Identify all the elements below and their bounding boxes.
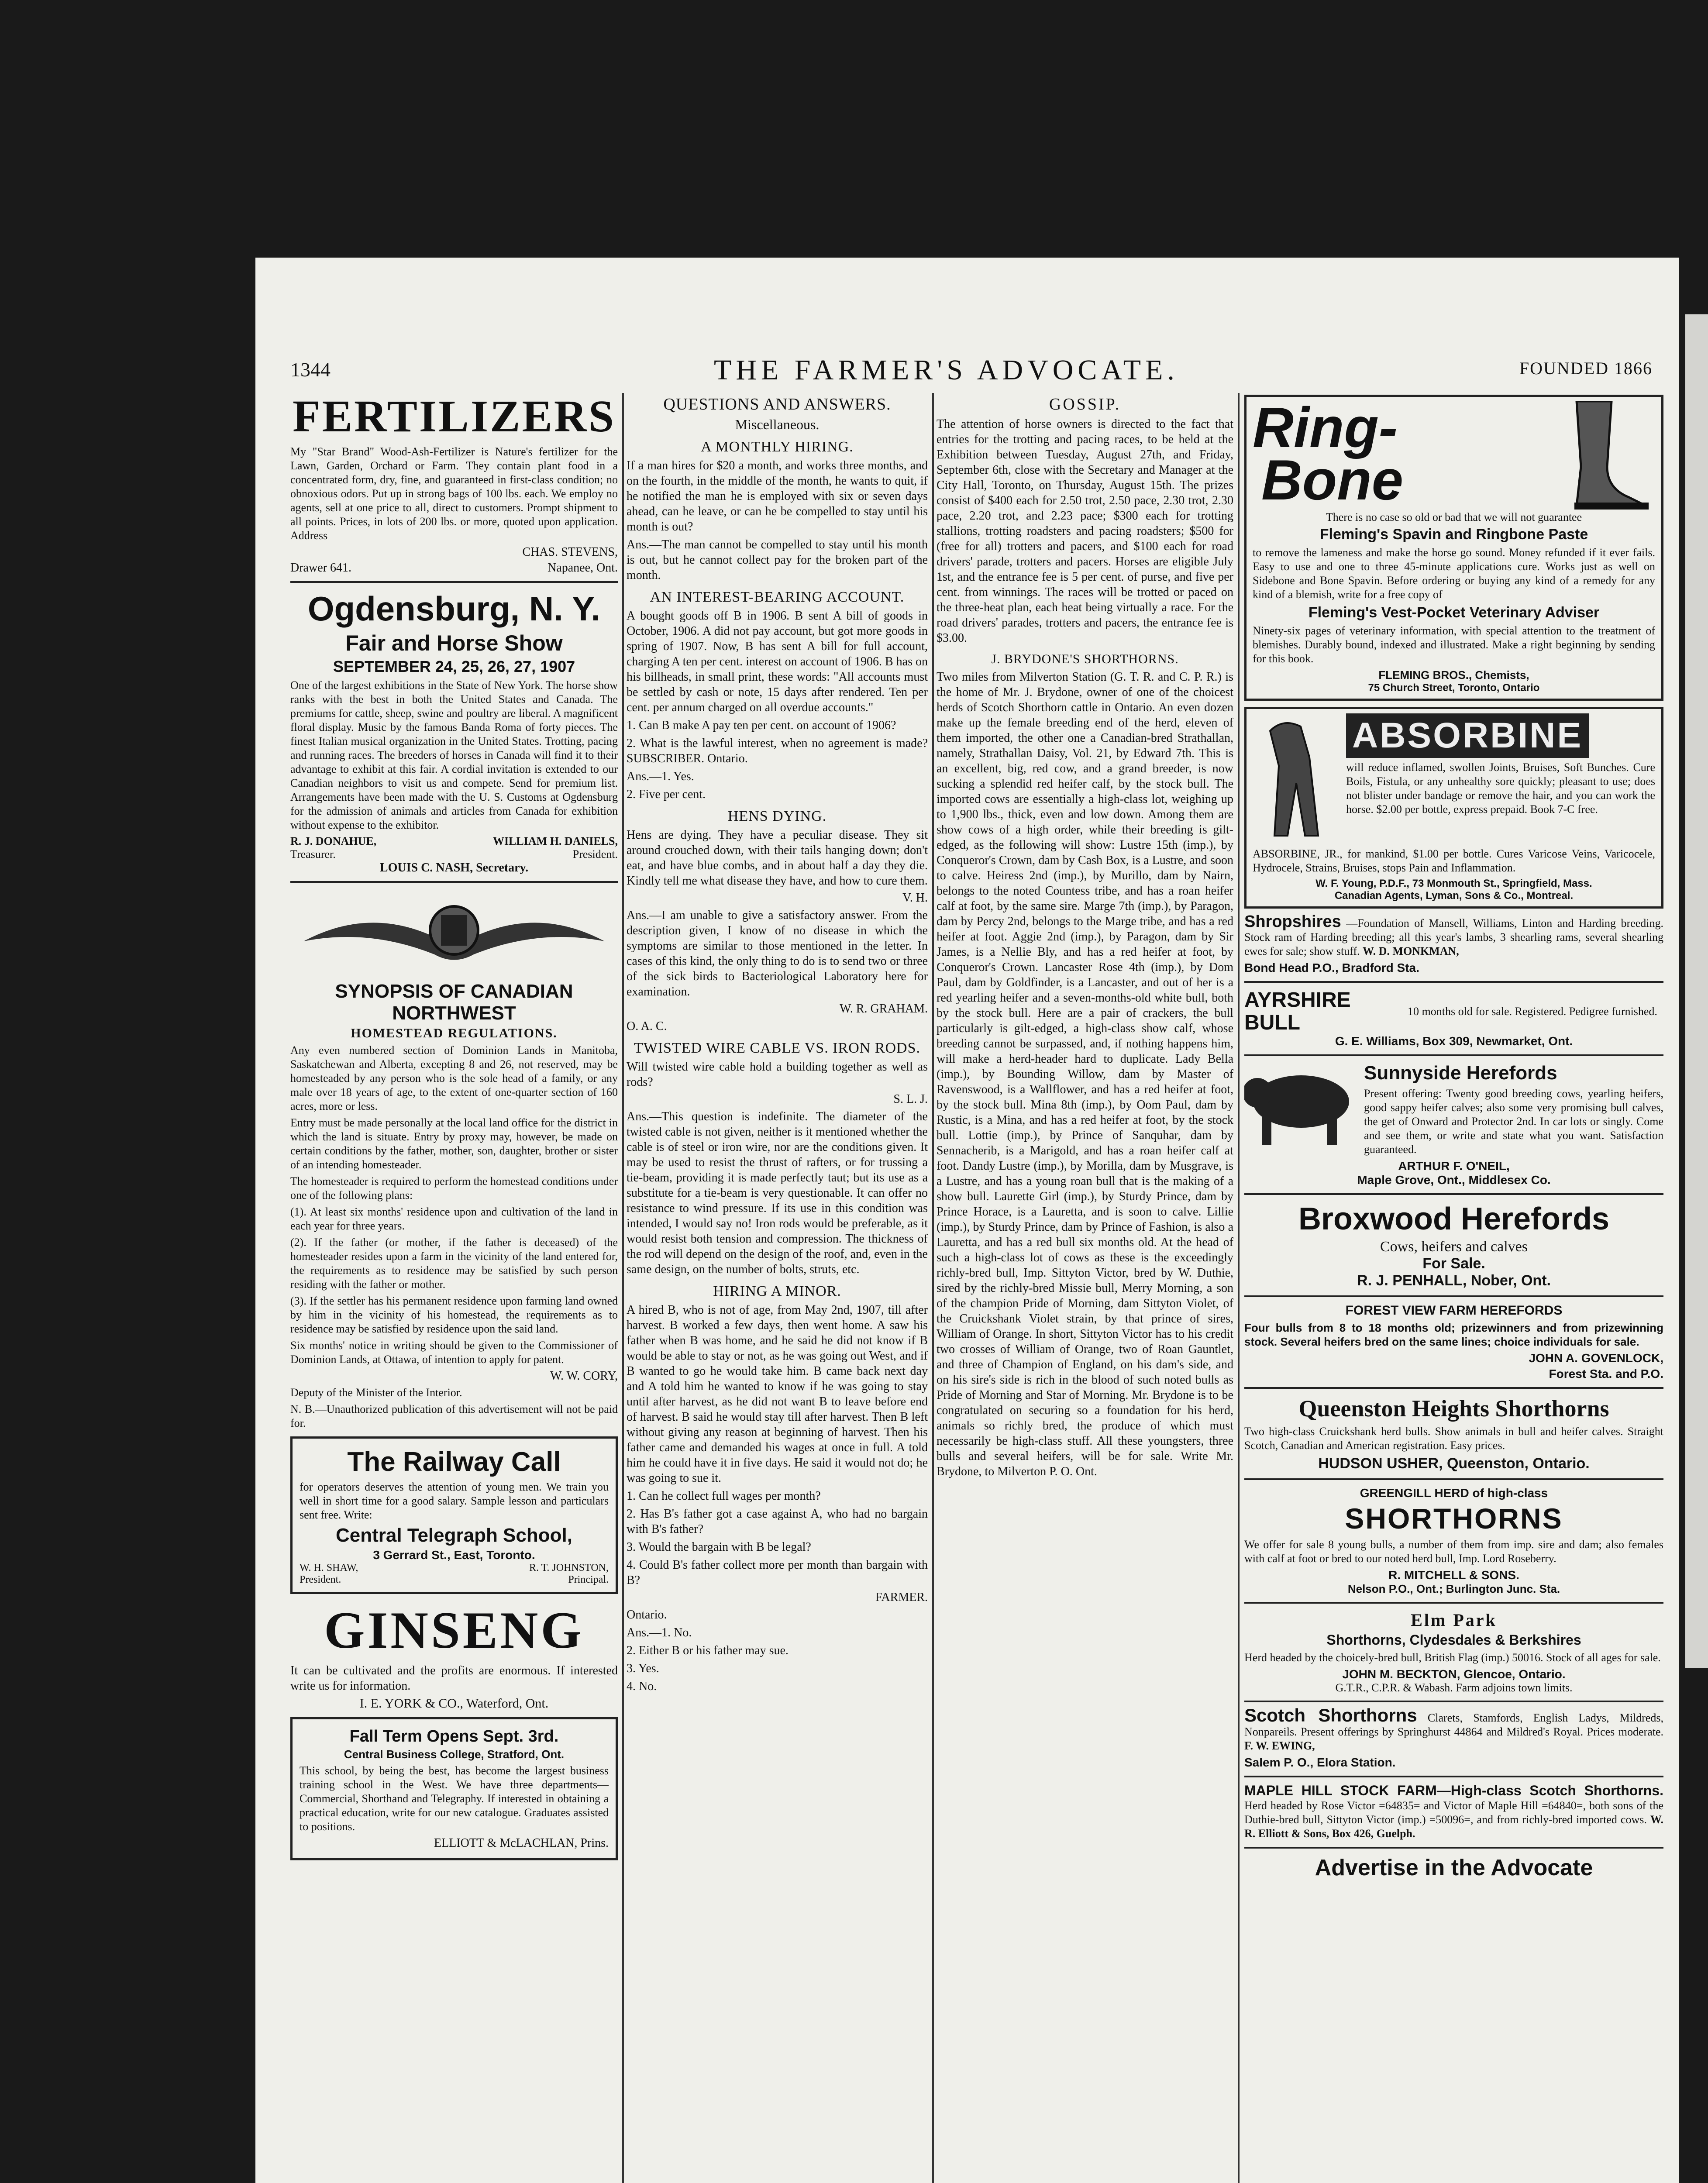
synopsis-title: SYNOPSIS OF CANADIAN NORTHWEST — [335, 981, 573, 1024]
ayrshire-body: 10 months old for sale. Registered. Pedigree furnished. — [1408, 1005, 1657, 1018]
hiring-minor-heading: HIRING A MINOR. — [713, 1283, 841, 1299]
divider — [1244, 1193, 1663, 1195]
page-number: 1344 — [290, 358, 331, 381]
ginseng-body: It can be cultivated and the profits are enormous. If interested write us for information. — [290, 1664, 618, 1693]
hiring-minor-q1: 1. Can he collect full wages per month? — [627, 1489, 821, 1503]
sunnyside-address: Maple Grove, Ont., Middlesex Co. — [1357, 1173, 1551, 1187]
hiring-minor-q2: 2. Has B's father got a case against A, who had no bargain with B's father? — [627, 1507, 928, 1536]
masthead-title: THE FARMER'S ADVOCATE. — [714, 354, 1179, 386]
broxwood-name: R. J. PENHALL, Nober, Ont. — [1357, 1272, 1551, 1289]
page-header — [255, 349, 1679, 393]
synopsis-p5: (2). If the father (or mother, if the father is deceased) of the homesteader resides upon a farm in the vicinity of the land entered for, the requirements as to residence may be satisfied by such person residing with the father or mother. — [290, 1236, 618, 1291]
ringbone-book: Fleming's Vest-Pocket Veterinary Adviser — [1308, 604, 1600, 621]
ogdensburg-president: WILLIAM H. DANIELS, — [492, 835, 618, 847]
elm-park-title: Elm Park — [1411, 1610, 1497, 1630]
fertilizers-drawer: Drawer 641. — [290, 561, 351, 575]
scotch-shorthorns-address: Salem P. O., Elora Station. — [1244, 1756, 1396, 1769]
absorbine-body: will reduce inflamed, swollen Joints, Bruises, Soft Bunches. Cure Boils, Fistula, or any unhealthy sore quickly; pleasant to use; does not blister under bandage or remove the hair, and you can work the horse. $2.00 per bottle, express prepaid. Book 7-C free. — [1346, 761, 1655, 816]
interest-account-a2: 2. Five per cent. — [627, 788, 706, 801]
railway-call-title: The Railway Call — [347, 1447, 561, 1477]
divider — [290, 581, 618, 583]
interest-account-question: A bought goods off B in 1906. B sent A bill of goods in October, 1906. A did not pay account, but got more goods in spring of 1907. Now, B has sent A bill for full account, charging A ten per cent. interest on account of 1906. B has on his billheads, in small print, these words: "All accounts must be settled by cash or note, 15 days after rendered. Ten per cent. per annum charged on all overdue accounts." — [627, 609, 928, 714]
ogdensburg-secretary: LOUIS C. NASH, Secretary. — [379, 861, 529, 875]
advertise-footer: Advertise in the Advocate — [1315, 1855, 1593, 1880]
ringbone-firm: FLEMING BROS., Chemists, — [1378, 668, 1529, 682]
scotch-shorthorns-title: Scotch Shorthorns — [1244, 1705, 1417, 1725]
fall-term-title: Fall Term Opens Sept. 3rd. — [349, 1727, 559, 1746]
ayrshire-title: AYRSHIRE BULL — [1244, 988, 1351, 1034]
shropshires-address: Bond Head P.O., Bradford Sta. — [1244, 961, 1419, 974]
interest-account-a1: Ans.—1. Yes. — [627, 770, 694, 783]
railway-call-johnston-role: Principal. — [568, 1574, 609, 1585]
synopsis-nb: N. B.—Unauthorized publication of this advertisement will not be paid for. — [290, 1403, 618, 1429]
interest-account-q2: 2. What is the lawful interest, when no agreement is made? SUBSCRIBER. Ontario. — [627, 737, 928, 765]
divider — [1244, 1478, 1663, 1480]
greengill-subtitle: GREENGILL HERD of high-class — [1360, 1486, 1548, 1500]
ginseng-title: GINSENG — [324, 1601, 584, 1659]
fertilizers-town: Napanee, Ont. — [548, 561, 618, 575]
ogdensburg-treasurer-role: Treasurer. — [290, 848, 336, 861]
monthly-hiring-heading: A MONTHLY HIRING. — [701, 439, 854, 455]
fall-term-body: This school, by being the best, has become the largest business training school in the West. We have three departments—Commercial, Shorthand and Telegraphy. If interested in obtaining a practical education, write for our new catalogue. Graduates assisted to positions. — [300, 1764, 609, 1833]
sunnyside-title: Sunnyside Herefords — [1364, 1062, 1557, 1084]
hiring-minor-a2: 2. Either B or his father may sue. — [627, 1644, 789, 1657]
maple-hill-title: MAPLE HILL STOCK FARM—High-class Scotch Shorthorns. — [1244, 1783, 1663, 1798]
column-rule — [622, 393, 624, 2183]
shropshires-title: Shropshires — [1244, 912, 1341, 931]
queenston-body: Two high-class Cruickshank herd bulls. Show animals in bull and heifer calves. Straight Scotch, Canadian and American registration. Easy prices. — [1244, 1425, 1663, 1452]
ringbone-lead: There is no case so old or bad that we will not guarantee — [1326, 511, 1582, 523]
brydone-body: Two miles from Milverton Station (G. T. R. and C. P. R.) is the home of Mr. J. Brydone, owner of one of the choicest herds of Scotch Shorthorn cattle in Ontario. An even dozen make up the female breeding end of the herd, eleven of them imported, the other one a Canadian-bred Strathallan, namely, Strathallan Daisy, Vol. 21, by Edward 7th. This is an excellent, big, red cow, and a grand breeder, is now sucking a splendid red heifer calf, by the stock bull. The imported cows are essentially a high-class lot, weighing up to 1,900 lbs., thick, even and low down. Among them are show cows of a high order, while their breeding is gilt-edged, as the following will show: Lustre 15th (imp.), by Conqueror's Crown, dam by Cash Box, is a Lustre, and soon to calve. Heiress 2nd (imp.), by Murillo, dam by Nairn, belongs to the noted Countess tribe, and has a roan heifer calf at foot, by the same sire. Marge 7th (imp.), by Paragon, dam by Percy 2nd, belongs to the Marge tribe, and has a red heifer at foot. Aggie 2nd (imp.), by Paragon, dam by Sir James, is a Nellie Bly, and has a red heifer at foot, by Conqueror's Crown. Lancaster Rose 4th (imp.), by Dom Paul, dam by Goldfinder, is a Lancaster, and out of her is a red yearling heifer and a seven-months-old white bull, both by the stock bull. Here are a pair of crackers, the bull particularly is gilt-edged, a high-class show calf, whose breeding cannot be surpassed, and, if nothing happens him, will make a herd-header hard to duplicate. Lady Bella (imp.), by Bounding Willow, dam by Master of Ravenswood, is a Wallflower, and has a red heifer at foot, by the stock bull. Mina 8th (imp.), by Oom Paul, dam by Rustic, is a Mina, and has a red heifer at foot, by the stock bull. Lottie (imp.), by Prince of Sanquhar, dam by Sennacherib, is a Marigold, and has a roan heifer calf at foot. Dandy Lustre (imp.), by Morilla, dam by Musgrave, is a Lustre, and has a young roan bull that is the making of a show bull. Laurette Girl (imp.), by Sturdy Prince, dam by Prince Horace, is a Lauretta, and is soon to calve. Lillie (imp.), by Sturdy Prince, dam by Prince of Fashion, is also a Lauretta, and has a red bull six months old. At the head of such a high-class lot of cows as these is the exceedingly richly-bred bull, Imp. Sittyton Victor, bred by W. Duthie, sired by the richly-bred Missie bull, Merry Morning, a son of the champion Pride of Morning, dam Sittyton Violet, of the Cruickshank Violet strain, by that prince of sires, William of Orange. In short, Sittyton Victor has to his credit two crosses of William of Orange, two of Roan Gauntlet, and three of Champion of England, on his dam's side, and on his sire's side is rich in the blood of such noted bulls as Pride of Morning and Star of Morning. Mr. Brydone is to be congratulated on securing so a foundation for his herd, animals so richly bred, the produce of which must necessarily be high-class stuff. All these youngsters, three bulls and several heifers, will be for sale. Write Mr. Brydone, to Milverton P. O. Ont. — [937, 670, 1233, 1478]
queenston-title: Queenston Heights Shorthorns — [1298, 1395, 1609, 1422]
horse-leg-illustration — [1550, 401, 1651, 510]
fertilizers-body: My "Star Brand" Wood-Ash-Fertilizer is Nature's fertilizer for the Lawn, Garden, Orchard or Farm. They contain plant food in a concentrated form, dry, fine, and guaranteed in first-class condition; no obnoxious odors. Put up in strong bags of 100 lbs. each. We employ no agents, sell at one price to all, direct to customers. Prompt shipment to all points. Prices, in lots of 200 lbs. or more, quoted upon application. Address — [290, 445, 618, 542]
broxwood-title: Broxwood Herefords — [1298, 1202, 1610, 1236]
divider — [1244, 1776, 1663, 1777]
gossip-races: The attention of horse owners is directed to the fact that entries for the trotting and pacing races, to be held at the Exhibition between Tuesday, August 27th, and Friday, September 6th, close with the Secretary and Manager at the City Hall, Toronto, on Thursday, August 15th. The prizes consist of $400 each for 2.50 trot, 2.50 pace, 2.30 trot, 2.30 pace, 2.20 trot, and 2.23 pace; $300 each for trotting stallions, trotting roadsters and pacing roadsters; $500 for (free for all) trotters and pacers, and $100 each for road drivers' parade, trotters and pacers. Horses are eligible July 1st, and the entrance fee is 5 per cent. of purse, and five per cent. from winnings. The races will be trotted or paced on the three-heat plan, each heat being virtually a race. For the road drivers' parades, trotters and pacers, the entrance fee is $3.00. — [937, 417, 1233, 645]
absorbine-jr: ABSORBINE, JR., for mankind, $1.00 per bottle. Cures Varicose Veins, Varicocele, Hydrocele, Strains, Bruises, stops Pain and Inflammation. — [1253, 847, 1655, 874]
column-2 — [627, 389, 928, 2183]
sunnyside-name: ARTHUR F. O'NEIL, — [1398, 1159, 1510, 1173]
railway-call-johnston: R. T. JOHNSTON, — [529, 1562, 609, 1574]
absorbine-agents: Canadian Agents, Lyman, Sons & Co., Montreal. — [1334, 890, 1574, 902]
fall-term-ad — [290, 1717, 618, 1860]
fertilizers-name: CHAS. STEVENS, — [522, 545, 618, 559]
monthly-hiring-answer: Ans.—The man cannot be compelled to stay until his month is out, but he cannot collect pay for the broken part of the month. — [627, 538, 928, 582]
railway-call-shaw-role: President. — [300, 1574, 341, 1585]
divider — [1244, 1847, 1663, 1849]
twisted-wire-heading: TWISTED WIRE CABLE VS. IRON RODS. — [634, 1040, 921, 1056]
forest-view-title: FOREST VIEW FARM HEREFORDS — [1345, 1303, 1563, 1318]
shropshires-body: —Foundation of Mansell, Williams, Linton and Harding breeding. Stock ram of Harding breeding; all this year's lambs, 3 shearling rams, several shearling ewes for sale; show stuff. — [1244, 917, 1663, 957]
hens-dying-answer-signature: W. R. GRAHAM. — [840, 1002, 928, 1016]
ringbone-title-2: Bone — [1261, 448, 1403, 512]
column-rule — [932, 393, 934, 2183]
bull-illustration — [1244, 1062, 1358, 1150]
column-3 — [937, 389, 1233, 2183]
synopsis-signature: W. W. CORY, — [550, 1369, 618, 1383]
hiring-minor-q4: 4. Could B's father collect more per month than bargain with B? — [627, 1558, 928, 1587]
elm-park-name: JOHN M. BECKTON, Glencoe, Ontario. — [1342, 1667, 1566, 1681]
twisted-wire-question: Will twisted wire cable hold a building together as well as rods? — [627, 1060, 928, 1089]
broxwood-sale: For Sale. — [1422, 1255, 1485, 1272]
maple-hill-body: Herd headed by Rose Victor =64835= and Victor of Maple Hill =64840=, both sons of the Duthie-bred bull, Sittyton Victor (imp.) =50096=, and from richly-bred imported cows. — [1244, 1799, 1663, 1826]
dominion-crest-illustration — [290, 889, 618, 976]
adjacent-page-edge — [1685, 314, 1708, 1668]
interest-account-q1: 1. Can B make A pay ten per cent. on account of 1906? — [627, 719, 896, 732]
divider — [1244, 1054, 1663, 1056]
railway-call-ad — [290, 1436, 618, 1594]
ogdensburg-treasurer: R. J. DONAHUE, — [290, 835, 377, 847]
elm-park-subtitle: Shorthorns, Clydesdales & Berkshires — [1326, 1632, 1581, 1648]
elm-park-body: Herd headed by the choicely-bred bull, British Flag (imp.) 50016. Stock of all ages for sale. — [1244, 1651, 1661, 1664]
ginseng-address: I. E. YORK & CO., Waterford, Ont. — [359, 1696, 549, 1711]
ogdensburg-title: Ogdensburg, N. Y. — [307, 589, 601, 628]
greengill-name: R. MITCHELL & SONS. — [1388, 1568, 1519, 1582]
broxwood-body: Cows, heifers and calves — [1380, 1239, 1528, 1255]
greengill-body: We offer for sale 8 young bulls, a number of them from imp. sire and dam; also females with calf at foot or bred to our noted herd bull, Imp. Lord Roseberry. — [1244, 1538, 1663, 1565]
greengill-title: SHORTHORNS — [1345, 1502, 1563, 1535]
divider — [1244, 1602, 1663, 1604]
hiring-minor-a1: Ans.—1. No. — [627, 1626, 692, 1639]
sunnyside-body: Present offering: Twenty good breeding cows, yearling heifers, good sappy heifer calves; also some very promising bull calves, the get of Onward and Protector 2nd. In car lots or singly. Come and see them, or write and state what you want. Satisfaction guaranteed. — [1364, 1087, 1663, 1156]
ringbone-title-1: Ring- — [1253, 396, 1398, 459]
ringbone-book-desc: Ninety-six pages of veterinary information, with special attention to the treatment of blemishes. Durably bound, indexed and illustrated. Make a right beginning by sending for this book. — [1253, 624, 1655, 665]
fertilizers-title: FERTILIZERS — [293, 391, 616, 441]
divider — [290, 881, 618, 883]
monthly-hiring-question: If a man hires for $20 a month, and works three months, and on the fourth, in the middle of the month, he wants to quit, if he notified the man he is employed with six or seven days ahead, can he leave, or can he be compelled to stay until his month is out? — [627, 459, 928, 534]
twisted-wire-answer: Ans.—This question is indefinite. The diameter of the twisted cable is not given, neither is it mentioned whether the cable is of steel or iron wire, nor are the conditions given. It may be used to resist the thrust of rafters, or for trussing a tie-beam, providing it is made perfectly taut; but its use as a substitute for a tie-beam is very questionable. It can offer no resistance to wind pressure. If its use in this condition was intended, I would say no! Iron rods would be preferable, as it would resist both tension and compression. The thickness of the rod will depend on the design of the roof, and, even in the same design, on the number of bolts, struts, etc. — [627, 1110, 928, 1276]
column-rule — [1238, 393, 1240, 2183]
forest-view-name: JOHN A. GOVENLOCK, — [1529, 1351, 1663, 1365]
ringbone-address: 75 Church Street, Toronto, Ontario — [1368, 682, 1540, 694]
synopsis-p1: Any even numbered section of Dominion Lands in Manitoba, Saskatchewan and Alberta, excepting 8 and 26, not reserved, may be homesteaded by any person who is the sole head of a family, or any male over 18 years of age, to the extent of one-quarter section of 160 acres, more or less. — [290, 1044, 618, 1112]
absorbine-title: ABSORBINE — [1346, 713, 1589, 758]
maple-hill-name: W. R. Elliott & Sons, Box 426, Guelph. — [1244, 1813, 1663, 1840]
synopsis-p4: (1). At least six months' residence upon and cultivation of the land in each year for three years. — [290, 1205, 618, 1232]
synopsis-subtitle: HOMESTEAD REGULATIONS. — [351, 1026, 558, 1040]
newspaper-page — [255, 258, 1679, 2183]
hens-dying-oac: O. A. C. — [627, 1019, 667, 1033]
hiring-minor-q3: 3. Would the bargain with B be legal? — [627, 1540, 811, 1554]
ogdensburg-body: One of the largest exhibitions in the State of New York. The horse show ranks with the best in both the United States and Canada. The premiums for cattle, sheep, swine and poultry are liberal. A magnificent floral display. Music by the famous Banda Roma of forty pieces. The finest Italian musical organization in the United States. Trotting, pacing and running races. The breeders of horses in Canada will find it to their advantage to exhibit at this fair. A cordial invitation is extended to our Canadian neighbors to visit us and compete. Send for premium list. Arrangements have been made with the U. S. Customs at Ogdensburg for the admission of animals and articles from Canada for exhibition without expense to the exhibitor. — [290, 679, 618, 831]
fall-term-subtitle: Central Business College, Stratford, Ont. — [344, 1748, 565, 1761]
ringbone-ad — [1244, 395, 1663, 701]
elm-park-address: G.T.R., C.P.R. & Wabash. Farm adjoins town limits. — [1335, 1681, 1573, 1694]
hens-dying-question: Hens are dying. They have a peculiar disease. They sit around crouched down, with their tails hanging down; don't eat, and have blue combs, and in about half a day they die. Kindly tell me what disease they have, and how to cure them. — [627, 828, 928, 888]
scotch-shorthorns-body: English Ladys, Mildreds, Nonpareils. Present offerings by Springhurst 44864 and Mildred's Royal. Prices moderate. — [1244, 1711, 1663, 1738]
column-1 — [290, 389, 618, 2183]
forest-view-address: Forest Sta. and P.O. — [1549, 1367, 1663, 1381]
hiring-minor-signature: FARMER. — [875, 1591, 928, 1604]
divider — [1244, 1295, 1663, 1297]
founded-label: FOUNDED 1866 — [1519, 358, 1653, 378]
synopsis-p2: Entry must be made personally at the local land office for the district in which the land is situate. Entry by proxy may, however, be made on certain conditions by the father, mother, son, daughter, brother or sister of an intending homesteader. — [290, 1116, 618, 1171]
ringbone-product: Fleming's Spavin and Ringbone Paste — [1319, 526, 1588, 543]
synopsis-p3: The homesteader is required to perform the homestead conditions under one of the following plans: — [290, 1175, 618, 1202]
railway-call-school: Central Telegraph School, — [336, 1525, 572, 1546]
interest-account-heading: AN INTEREST-BEARING ACCOUNT. — [650, 589, 905, 605]
hiring-minor-a4: 4. No. — [627, 1680, 657, 1693]
fall-term-signature: ELLIOTT & McLACHLAN, Prins. — [434, 1836, 609, 1850]
synopsis-p7: Six months' notice in writing should be given to the Commissioner of Dominion Lands, at Ottawa, of intention to apply for patent. — [290, 1339, 618, 1366]
hens-dying-heading: HENS DYING. — [727, 808, 827, 824]
column-4 — [1244, 389, 1663, 2183]
gossip-title: GOSSIP. — [1049, 395, 1121, 413]
ogdensburg-dates: SEPTEMBER 24, 25, 26, 27, 1907 — [333, 658, 575, 675]
shropshires-name: W. D. MONKMAN, — [1363, 945, 1459, 957]
forest-view-body: Four bulls from 8 to 18 months old; prizewinners and from prizewinning stock. Several heifers bred on the same lines; choice individuals for sale. — [1244, 1321, 1663, 1348]
ogdensburg-president-role: President. — [572, 848, 618, 861]
ayrshire-address: G. E. Williams, Box 309, Newmarket, Ont. — [1335, 1034, 1573, 1048]
brydone-heading: J. BRYDONE'S SHORTHORNS. — [991, 652, 1179, 666]
qa-title: QUESTIONS AND ANSWERS. — [663, 395, 891, 413]
railway-call-shaw: W. H. SHAW, — [300, 1562, 358, 1574]
qa-subtitle: Miscellaneous. — [735, 417, 820, 432]
ogdensburg-subtitle: Fair and Horse Show — [345, 631, 563, 655]
horse-illustration — [1253, 713, 1340, 844]
greengill-address: Nelson P.O., Ont.; Burlington Junc. Sta. — [1347, 1582, 1560, 1595]
railway-call-address: 3 Gerrard St., East, Toronto. — [373, 1548, 535, 1562]
hens-dying-answer: Ans.—I am unable to give a satisfactory answer. From the description given, I know of no disease in which the symptoms are similar to those mentioned in the letter. In cases of this kind, the only thing to do is to send two or three of the sick birds to Bacteriological Laboratory here for examination. — [627, 909, 928, 999]
railway-call-body: for operators deserves the attention of young men. We train you well in short time for a good salary. Sample lesson and particulars sent free. Write: — [300, 1481, 609, 1521]
absorbine-ad — [1244, 707, 1663, 909]
queenston-name: HUDSON USHER, Queenston, Ontario. — [1318, 1455, 1590, 1472]
scotch-shorthorns-tail: Clarets, Stamfords, — [1427, 1711, 1523, 1724]
hiring-minor-question: A hired B, who is not of age, from May 2nd, 1907, till after harvest. B worked a few days, then went home. A saw his father when B was home, and he said he did not know if B would be able to stay or not, as he was going out West, and if B wanted to go he would take him. B came back next day and A told him he wanted to know if he was going to stay until after harvest, as he did not want B to leave before end of harvest. B said he would stay till after harvest. Then B left without giving any reason at beginning of harvest. Then his father came and demanded his wages at once in full. A told him he could have it in five days. He said it would not do; he was going to sue it. — [627, 1303, 928, 1485]
hiring-minor-a3: 3. Yes. — [627, 1662, 659, 1675]
scotch-shorthorns-name: F. W. EWING, — [1244, 1739, 1315, 1752]
ringbone-body: to remove the lameness and make the horse go sound. Money refunded if it ever fails. Easy to use and one to three 45-minute applications cure. Works just as well on Sidebone and Bone Spavin. Before ordering or buying any kind of a remedy for any kind of a blemish, write for a free copy of — [1253, 546, 1655, 601]
divider — [1244, 981, 1663, 983]
divider — [1244, 1701, 1663, 1702]
hens-dying-signature: V. H. — [902, 891, 928, 905]
synopsis-deputy: Deputy of the Minister of the Interior. — [290, 1386, 462, 1399]
divider — [1244, 1387, 1663, 1389]
twisted-wire-signature: S. L. J. — [893, 1092, 928, 1106]
hiring-minor-province: Ontario. — [627, 1608, 667, 1622]
absorbine-address: W. F. Young, P.D.F., 73 Monmouth St., Springfield, Mass. — [1315, 878, 1592, 889]
synopsis-p6: (3). If the settler has his permanent residence upon farming land owned by him in the vicinity of his homestead, the requirements as to residence may be satisfied by residence upon the said land. — [290, 1295, 618, 1335]
